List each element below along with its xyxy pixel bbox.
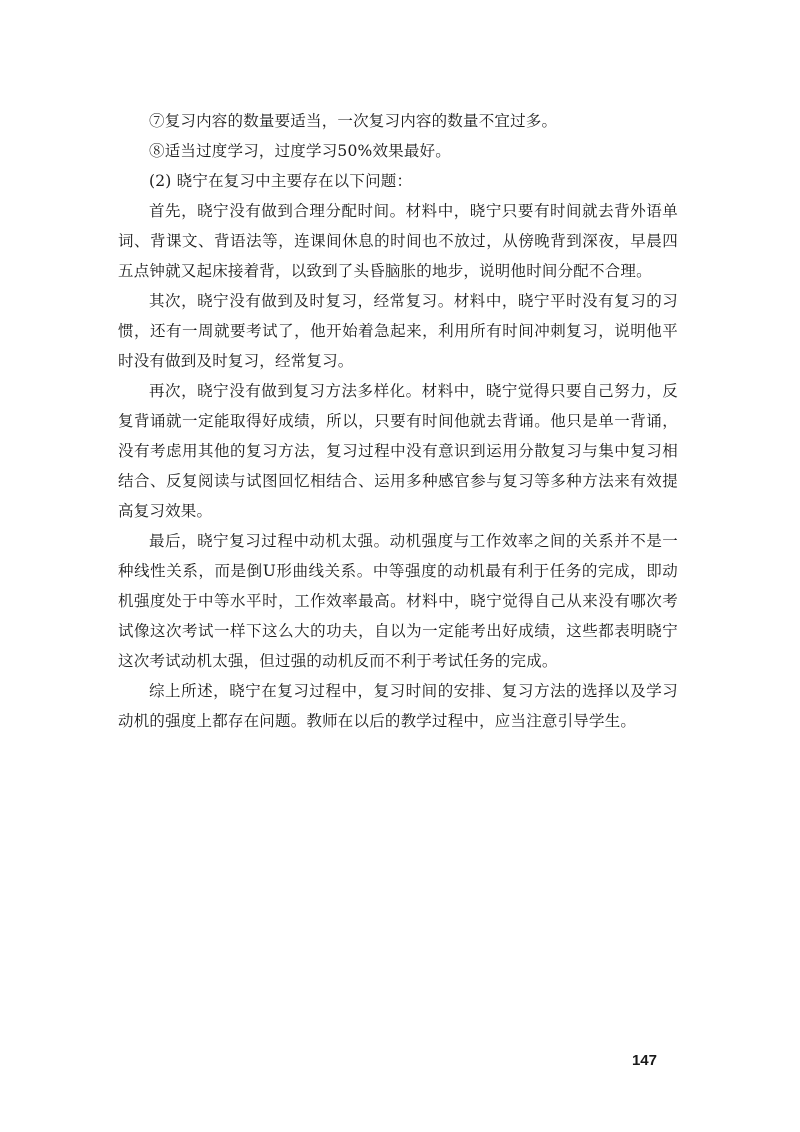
document-body (118, 106, 678, 736)
paragraph-first-time-allocation: 首先，晓宁没有做到合理分配时间。材料中，晓宁只要有时间就去背外语单词、背课文、背语法等，连课间休息的时间也不放过，从傍晚背到深夜，早晨四五点钟就又起床接着背，以致到了头昏脑胀的地步，说明他时间分配不合理。 (118, 202, 678, 280)
paragraph-third-review-methods: 再次，晓宁没有做到复习方法多样化。材料中，晓宁觉得只要自己努力，反复背诵就一定能取得好成绩，所以，只要有时间他就去背诵。他只是单一背诵，没有考虑用其他的复习方法，复习过程中没有意识到运用分散复习与集中复习相结合、反复阅读与试图回忆相结合、运用多种感官参与复习等多种方法来有效提高复习效果。 (118, 382, 678, 520)
paragraph-fourth-motivation: 最后，晓宁复习过程中动机太强。动机强度与工作效率之间的关系并不是一种线性关系，而是倒U形曲线关系。中等强度的动机最有利于任务的完成，即动机强度处于中等水平时，工作效率最高。材料中，晓宁觉得自己从来没有哪次考试像这次考试一样下这么大的功夫，自以为一定能考出好成绩，这些都表明晓宁这次考试动机太强，但过强的动机反而不利于考试任务的完成。 (118, 532, 678, 670)
paragraph-second-timely-review: 其次，晓宁没有做到及时复习，经常复习。材料中，晓宁平时没有复习的习惯，还有一周就要考试了，他开始着急起来，利用所有时间冲刺复习，说明他平时没有做到及时复习，经常复习。 (118, 292, 678, 370)
paragraph-review-amount: ⑦复习内容的数量要适当，一次复习内容的数量不宜过多。 (149, 112, 558, 130)
page-number: 147 (631, 1052, 657, 1069)
paragraph-conclusion: 综上所述，晓宁在复习过程中，复习时间的安排、复习方法的选择以及学习动机的强度上都存在问题。教师在以后的教学过程中，应当注意引导学生。 (118, 682, 678, 730)
paragraph-overlearning: ⑧适当过度学习，过度学习50%效果最好。 (149, 142, 451, 160)
paragraph-problems-heading: (2) 晓宁在复习中主要存在以下问题： (149, 172, 413, 190)
